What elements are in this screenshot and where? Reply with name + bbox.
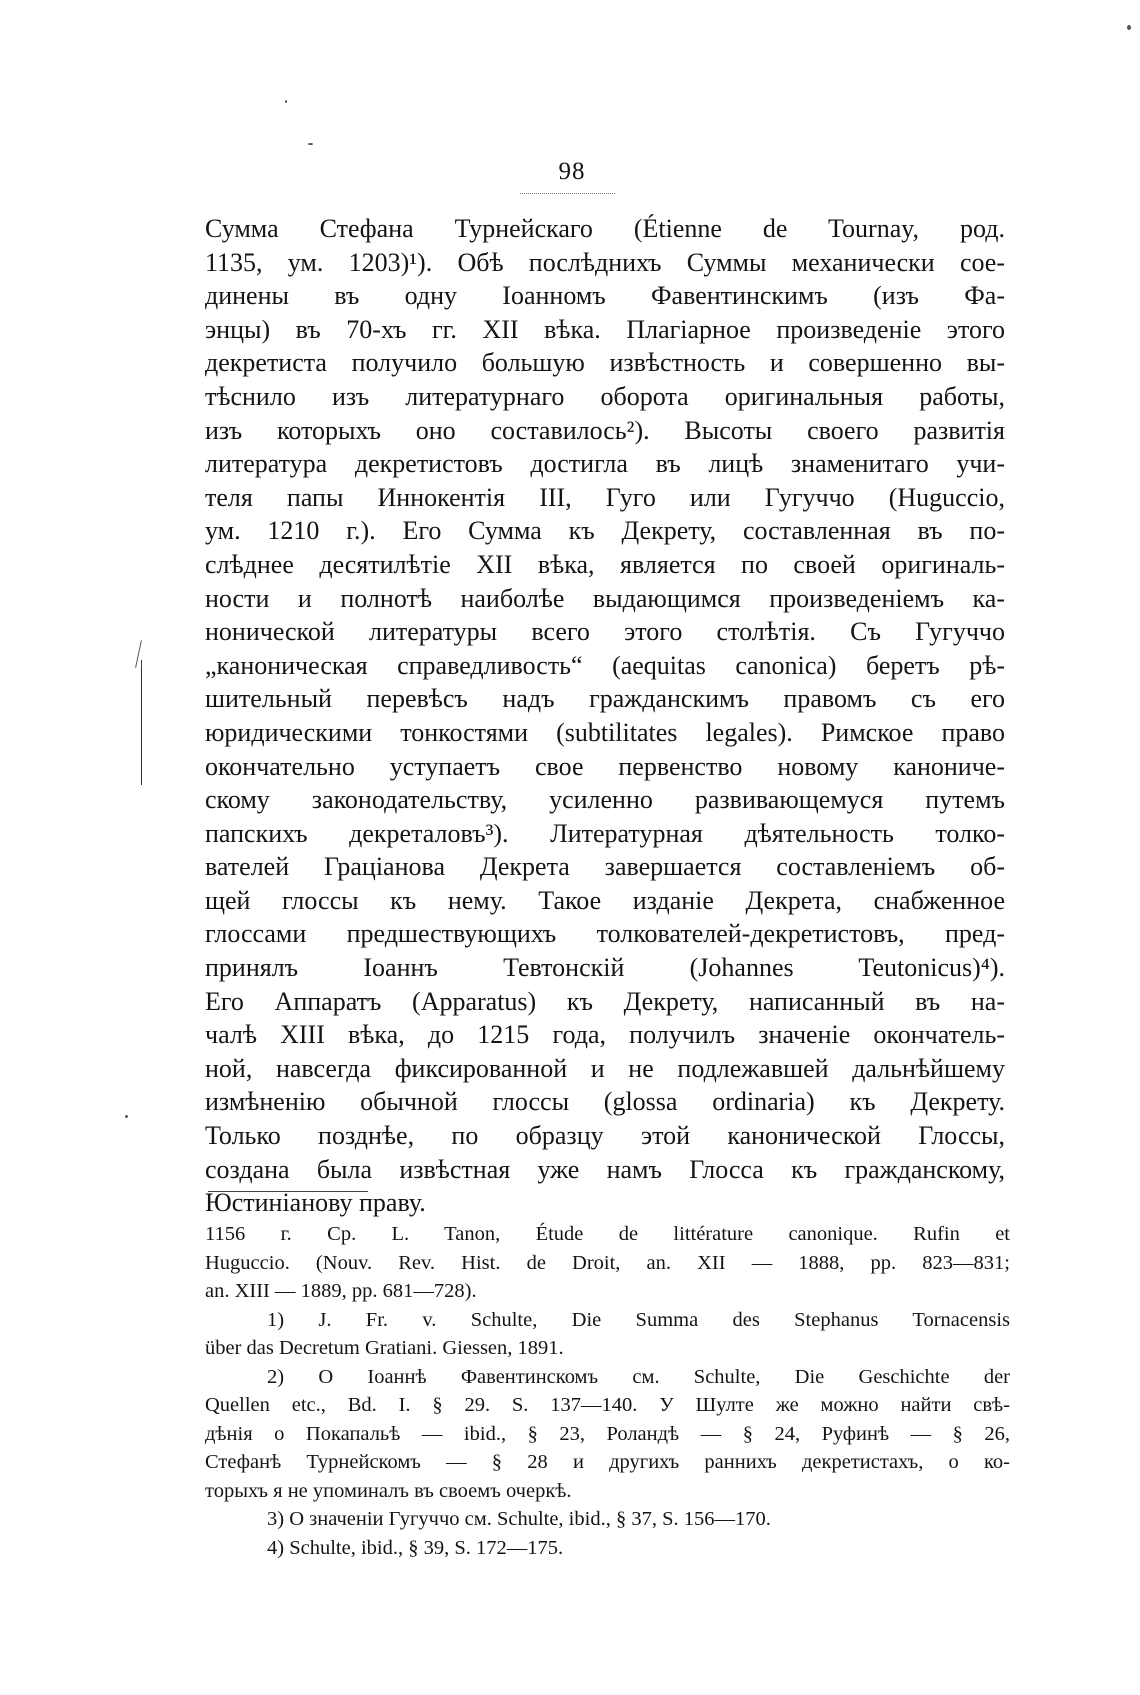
text-line: шительный перевѣсъ надъ гражданскимъ правомъ съ его (205, 684, 1005, 714)
footnote-line: Стефанѣ Турнейскомъ — § 28 и другихъ раннихъ декретистахъ, о ко- (205, 1451, 1010, 1473)
footnote-line: 4) Schulte, ibid., § 39, S. 172—175. (267, 1536, 564, 1559)
text-line: теля папы Иннокентія III, Гуго или Гугуччо (Huguccio, (205, 482, 1005, 512)
scan-speck (308, 143, 313, 145)
text-line: Его Аппаратъ (Apparatus) къ Декрету, написанный въ на- (205, 986, 1005, 1016)
text-line: вателей Граціанова Декрета завершается составленіемъ об- (205, 852, 1005, 882)
main-text-body (205, 212, 1005, 1220)
text-line: Юстиніанову праву. (205, 1188, 426, 1218)
text-line: динены въ одну Іоанномъ Фавентинскимъ (изъ Фа- (205, 281, 1005, 311)
footnote-line: 1156 г. Cp. L. Tanon, Étude de littérature canonique. Rufin et (205, 1223, 1010, 1245)
footnote-line: 3) О значеніи Гугуччо см. Schulte, ibid., § 37, S. 156—170. (267, 1508, 771, 1530)
footnote-separator (208, 1191, 368, 1192)
text-line: ной, навсегда фиксированной и не подлежавшей дальнѣйшему (205, 1053, 1005, 1083)
footnote-line: 2) О Іоаннѣ Фавентинскомъ см. Schulte, Die Geschichte der (267, 1365, 1010, 1388)
margin-pencil-mark (141, 660, 142, 785)
text-line: ум. 1210 г.). Его Сумма къ Декрету, составленная въ по- (205, 516, 1005, 546)
text-line: Сумма Стефана Турнейскаго (Étienne de Tournay, род. (205, 214, 1005, 243)
footnote-line: Quellen etc., Bd. I. § 29. S. 137—140. У Шулте же можно найти свѣ- (205, 1394, 1010, 1416)
text-line: декретиста получило большую извѣстность и совершенно вы- (205, 348, 1005, 378)
text-line: изъ которыхъ оно составилось²). Высоты своего развитія (205, 415, 1005, 445)
text-line: „каноническая справедливость“ (aequitas canonica) беретъ рѣ- (205, 650, 1005, 680)
scan-speck (125, 1115, 128, 1118)
text-line: глоссами предшествующихъ толкователей-декретистовъ, пред- (205, 919, 1005, 949)
text-line: щей глоссы къ нему. Такое изданіе Декрета, снабженное (205, 885, 1005, 915)
text-line: Только позднѣе, по образцу этой канонической Глоссы, (205, 1121, 1005, 1151)
text-line: нонической литературы всего этого столѣтія. Съ Гугуччо (205, 617, 1005, 647)
text-line: принялъ Іоаннъ Тевтонскій (Johannes Teutonicus)⁴). (205, 953, 1005, 983)
scan-speck (1127, 25, 1131, 30)
scan-speck (285, 100, 287, 103)
text-line: слѣднее десятилѣтіе XII вѣка, является по своей оригиналь- (205, 549, 1005, 579)
footnote-line: торыхъ я не упоминалъ въ своемъ очеркѣ. (205, 1479, 572, 1502)
page-number: 98 (558, 158, 586, 185)
text-line: тѣснило изъ литературнаго оборота оригинальныя работы, (205, 381, 1005, 411)
text-line: энцы) въ 70-хъ гг. XII вѣка. Плагіарное произведеніе этого (205, 314, 1005, 344)
text-line: окончательно уступаетъ свое первенство новому канониче- (205, 751, 1005, 781)
text-line: создана была извѣстная уже намъ Глосса къ гражданскому, (205, 1154, 1005, 1184)
footnote-line: 1) J. Fr. v. Schulte, Die Summa des Stephanus Tornacensis (267, 1308, 1010, 1331)
text-line: папскихъ декреталовъ³). Литературная дѣятельность толко- (205, 818, 1005, 848)
text-line: юридическими тонкостями (subtilitates legales). Римское право (205, 717, 1005, 747)
footnote-line: über das Decretum Gratiani. Giessen, 1891. (205, 1337, 564, 1359)
footnote-line: Huguccio. (Nouv. Rev. Hist. de Droit, an. XII — 1888, pp. 823—831; (205, 1251, 1010, 1274)
text-line: ности и полнотѣ наиболѣе выдающимся произведеніемъ ка- (205, 583, 1005, 613)
footnote-line: an. XIII — 1889, pp. 681—728). (205, 1280, 477, 1302)
footnote-line: дѣнія о Покапальѣ — ibid., § 23, Роландѣ — § 24, Руфинѣ — § 26, (205, 1422, 1010, 1445)
page-number-rule (520, 193, 615, 194)
text-line: 1135, ум. 1203)¹). Обѣ послѣднихъ Суммы механически сое- (205, 247, 1005, 277)
text-line: чалѣ XIII вѣка, до 1215 года, получилъ значеніе окончатель- (205, 1020, 1005, 1050)
text-line: литература декретистовъ достигла въ лицѣ знаменитаго учи- (205, 449, 1005, 479)
text-line: скому законодательству, усиленно развивающемуся путемъ (205, 785, 1005, 815)
text-line: измѣненію обычной глоссы (glossa ordinaria) къ Декрету. (205, 1087, 1005, 1117)
footnotes-block (205, 1220, 1010, 1562)
